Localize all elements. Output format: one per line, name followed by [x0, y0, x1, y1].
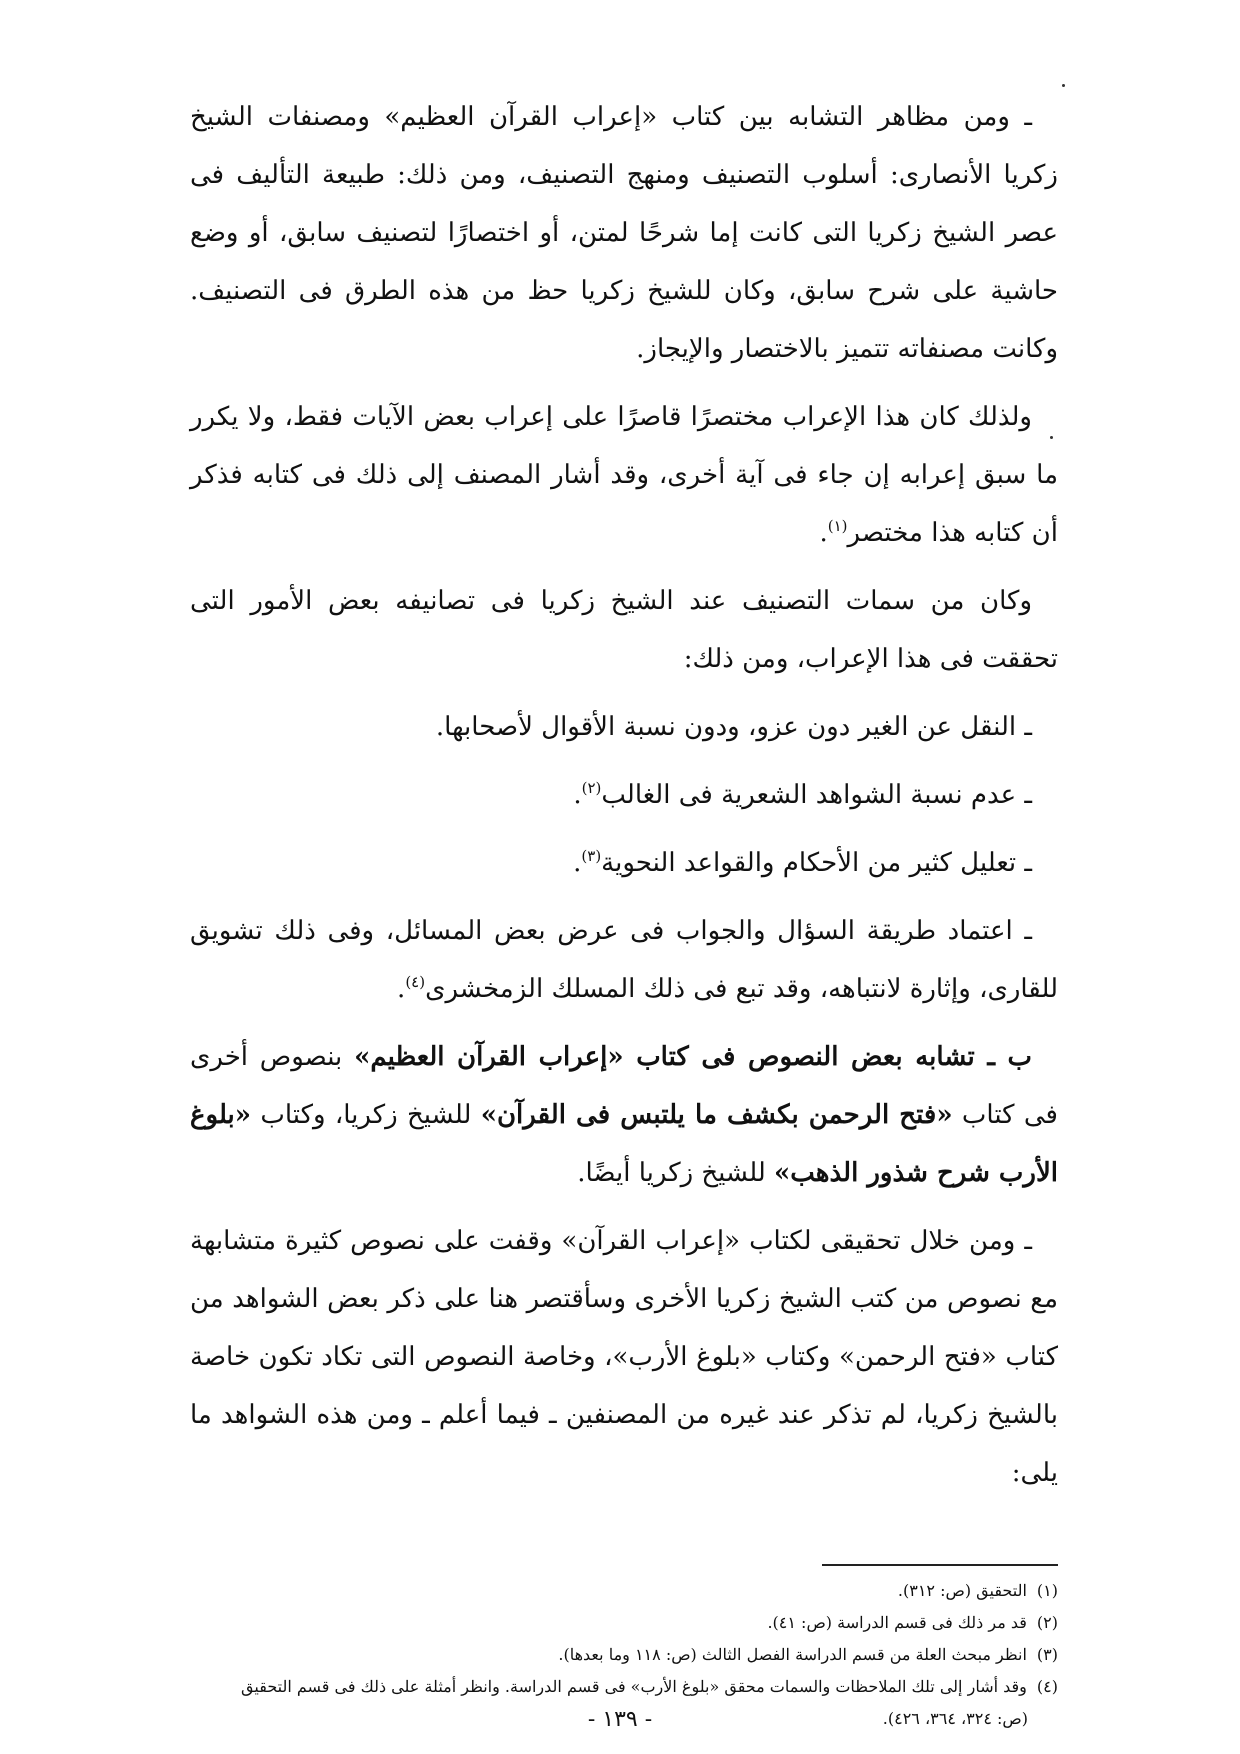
list-item	[190, 902, 1058, 1018]
heading-normal-part: للشيخ زكريا، وكتاب	[251, 1100, 481, 1130]
list-item	[190, 766, 1058, 824]
list-item-end: .	[397, 974, 406, 1004]
footnote-ref-1: (١)	[827, 517, 848, 535]
heading-normal-part: للشيخ زكريا أيضًا.	[577, 1158, 775, 1188]
main-text	[190, 88, 1058, 1512]
scan-speck	[1062, 84, 1065, 87]
footnote-continuation: (ص: ٣٢٤، ٣٦٤، ٤٢٦).	[882, 1709, 1028, 1728]
footnote-ref-3: (٣)	[581, 847, 602, 865]
footnote	[190, 1575, 1058, 1607]
list-item-text: ـ تعليل كثير من الأحكام والقواعد النحوية	[601, 848, 1032, 878]
footnote-number: (٤)	[1036, 1677, 1058, 1696]
footnote-text: انظر مبحث العلة من قسم الدراسة الفصل الثالث (ص: ١١٨ وما بعدها).	[558, 1645, 1027, 1664]
list-item-end: .	[573, 848, 582, 878]
list-item-text: ـ عدم نسبة الشواهد الشعرية فى الغالب	[601, 780, 1032, 810]
footnote	[190, 1639, 1058, 1671]
footnote	[190, 1607, 1058, 1639]
footnote-text: التحقيق (ص: ٣١٢).	[897, 1581, 1027, 1600]
paragraph-features: وكان من سمات التصنيف عند الشيخ زكريا فى تصانيفه بعض الأمور التى تحققت فى هذا الإعراب، ومن ذلك:	[190, 586, 1058, 674]
paragraph-similarity-style: ـ ومن مظاهر التشابه بين كتاب «إعراب القرآن العظيم» ومصنفات الشيخ زكريا الأنصارى: أسلوب التصنيف ومنهج التصنيف، ومن ذلك: طبيعة التأليف فى عصر الشيخ زكريا التى كانت إما شرحًا لمتن، أو اختصارًا لتصنيف سابق، أو وضع حاشية على شرح سابق، وكان للشيخ زكريا حظ من هذه الطرق فى التصنيف. وكانت مصنفاته تتميز بالاختصار والإيجاز.	[190, 102, 1058, 364]
footnote-number: (١)	[1036, 1581, 1058, 1600]
paragraph-abridged-text: ولذلك كان هذا الإعراب مختصرًا قاصرًا على إعراب بعض الآيات فقط، ولا يكرر ما سبق إعرابه إن جاء فى آية أخرى، وقد أشار المصنف إلى ذلك فى كتابه فذكر أن كتابه هذا مختصر	[190, 402, 1058, 548]
footnote-number: (٢)	[1036, 1613, 1058, 1632]
heading-bold-title-bulugh: «بلوغ الأرب شرح شذور الذهب»	[190, 1100, 1058, 1188]
heading-bold-title-fath: «فتح الرحمن بكشف ما يلتبس فى القرآن»	[480, 1100, 953, 1130]
heading-normal-part: بنصوص أخرى فى كتاب	[190, 1042, 1058, 1130]
scan-speck	[1050, 436, 1053, 439]
paragraph-abridged	[190, 388, 1058, 562]
section-heading-b	[190, 1028, 1058, 1202]
footnote-number: (٣)	[1036, 1645, 1058, 1664]
footnote-separator	[822, 1564, 1058, 1566]
paragraph-examples: ـ ومن خلال تحقيقى لكتاب «إعراب القرآن» وقفت على نصوص كثيرة متشابهة مع نصوص من كتب الشيخ زكريا الأخرى وسأقتصر هنا على ذكر بعض الشواهد من كتاب «فتح الرحمن» وكتاب «بلوغ الأرب»، وخاصة النصوص التى تكاد تكون خاصة بالشيخ زكريا، لم تذكر عند غيره من المصنفين ـ فيما أعلم ـ ومن هذه الشواهد ما يلى:	[190, 1226, 1058, 1488]
heading-bold-part: ب ـ تشابه بعض النصوص فى كتاب «إعراب القرآن العظيم»	[354, 1042, 1032, 1072]
list-item-end: .	[573, 780, 582, 810]
footnote-ref-4: (٤)	[405, 973, 426, 991]
list-item-text: ـ اعتماد طريقة السؤال والجواب فى عرض بعض المسائل، وفى ذلك تشويق للقارى، وإثارة لانتباهه، وقد تبع فى ذلك المسلك الزمخشرى	[190, 916, 1058, 1004]
footnote	[190, 1671, 1058, 1703]
paragraph-abridged-end: .	[819, 518, 828, 548]
list-item: ـ النقل عن الغير دون عزو، ودون نسبة الأقوال لأصحابها.	[435, 712, 1032, 742]
footnote-text: قد مر ذلك فى قسم الدراسة (ص: ٤١).	[767, 1613, 1027, 1632]
footnote-ref-2: (٢)	[581, 779, 602, 797]
page-number: - ١٣٩ -	[587, 1707, 653, 1732]
list-item	[190, 834, 1058, 892]
footnote-text: وقد أشار إلى تلك الملاحظات والسمات محقق «بلوغ الأرب» فى قسم الدراسة. وانظر أمثلة على ذلك فى قسم التحقيق	[241, 1677, 1027, 1696]
